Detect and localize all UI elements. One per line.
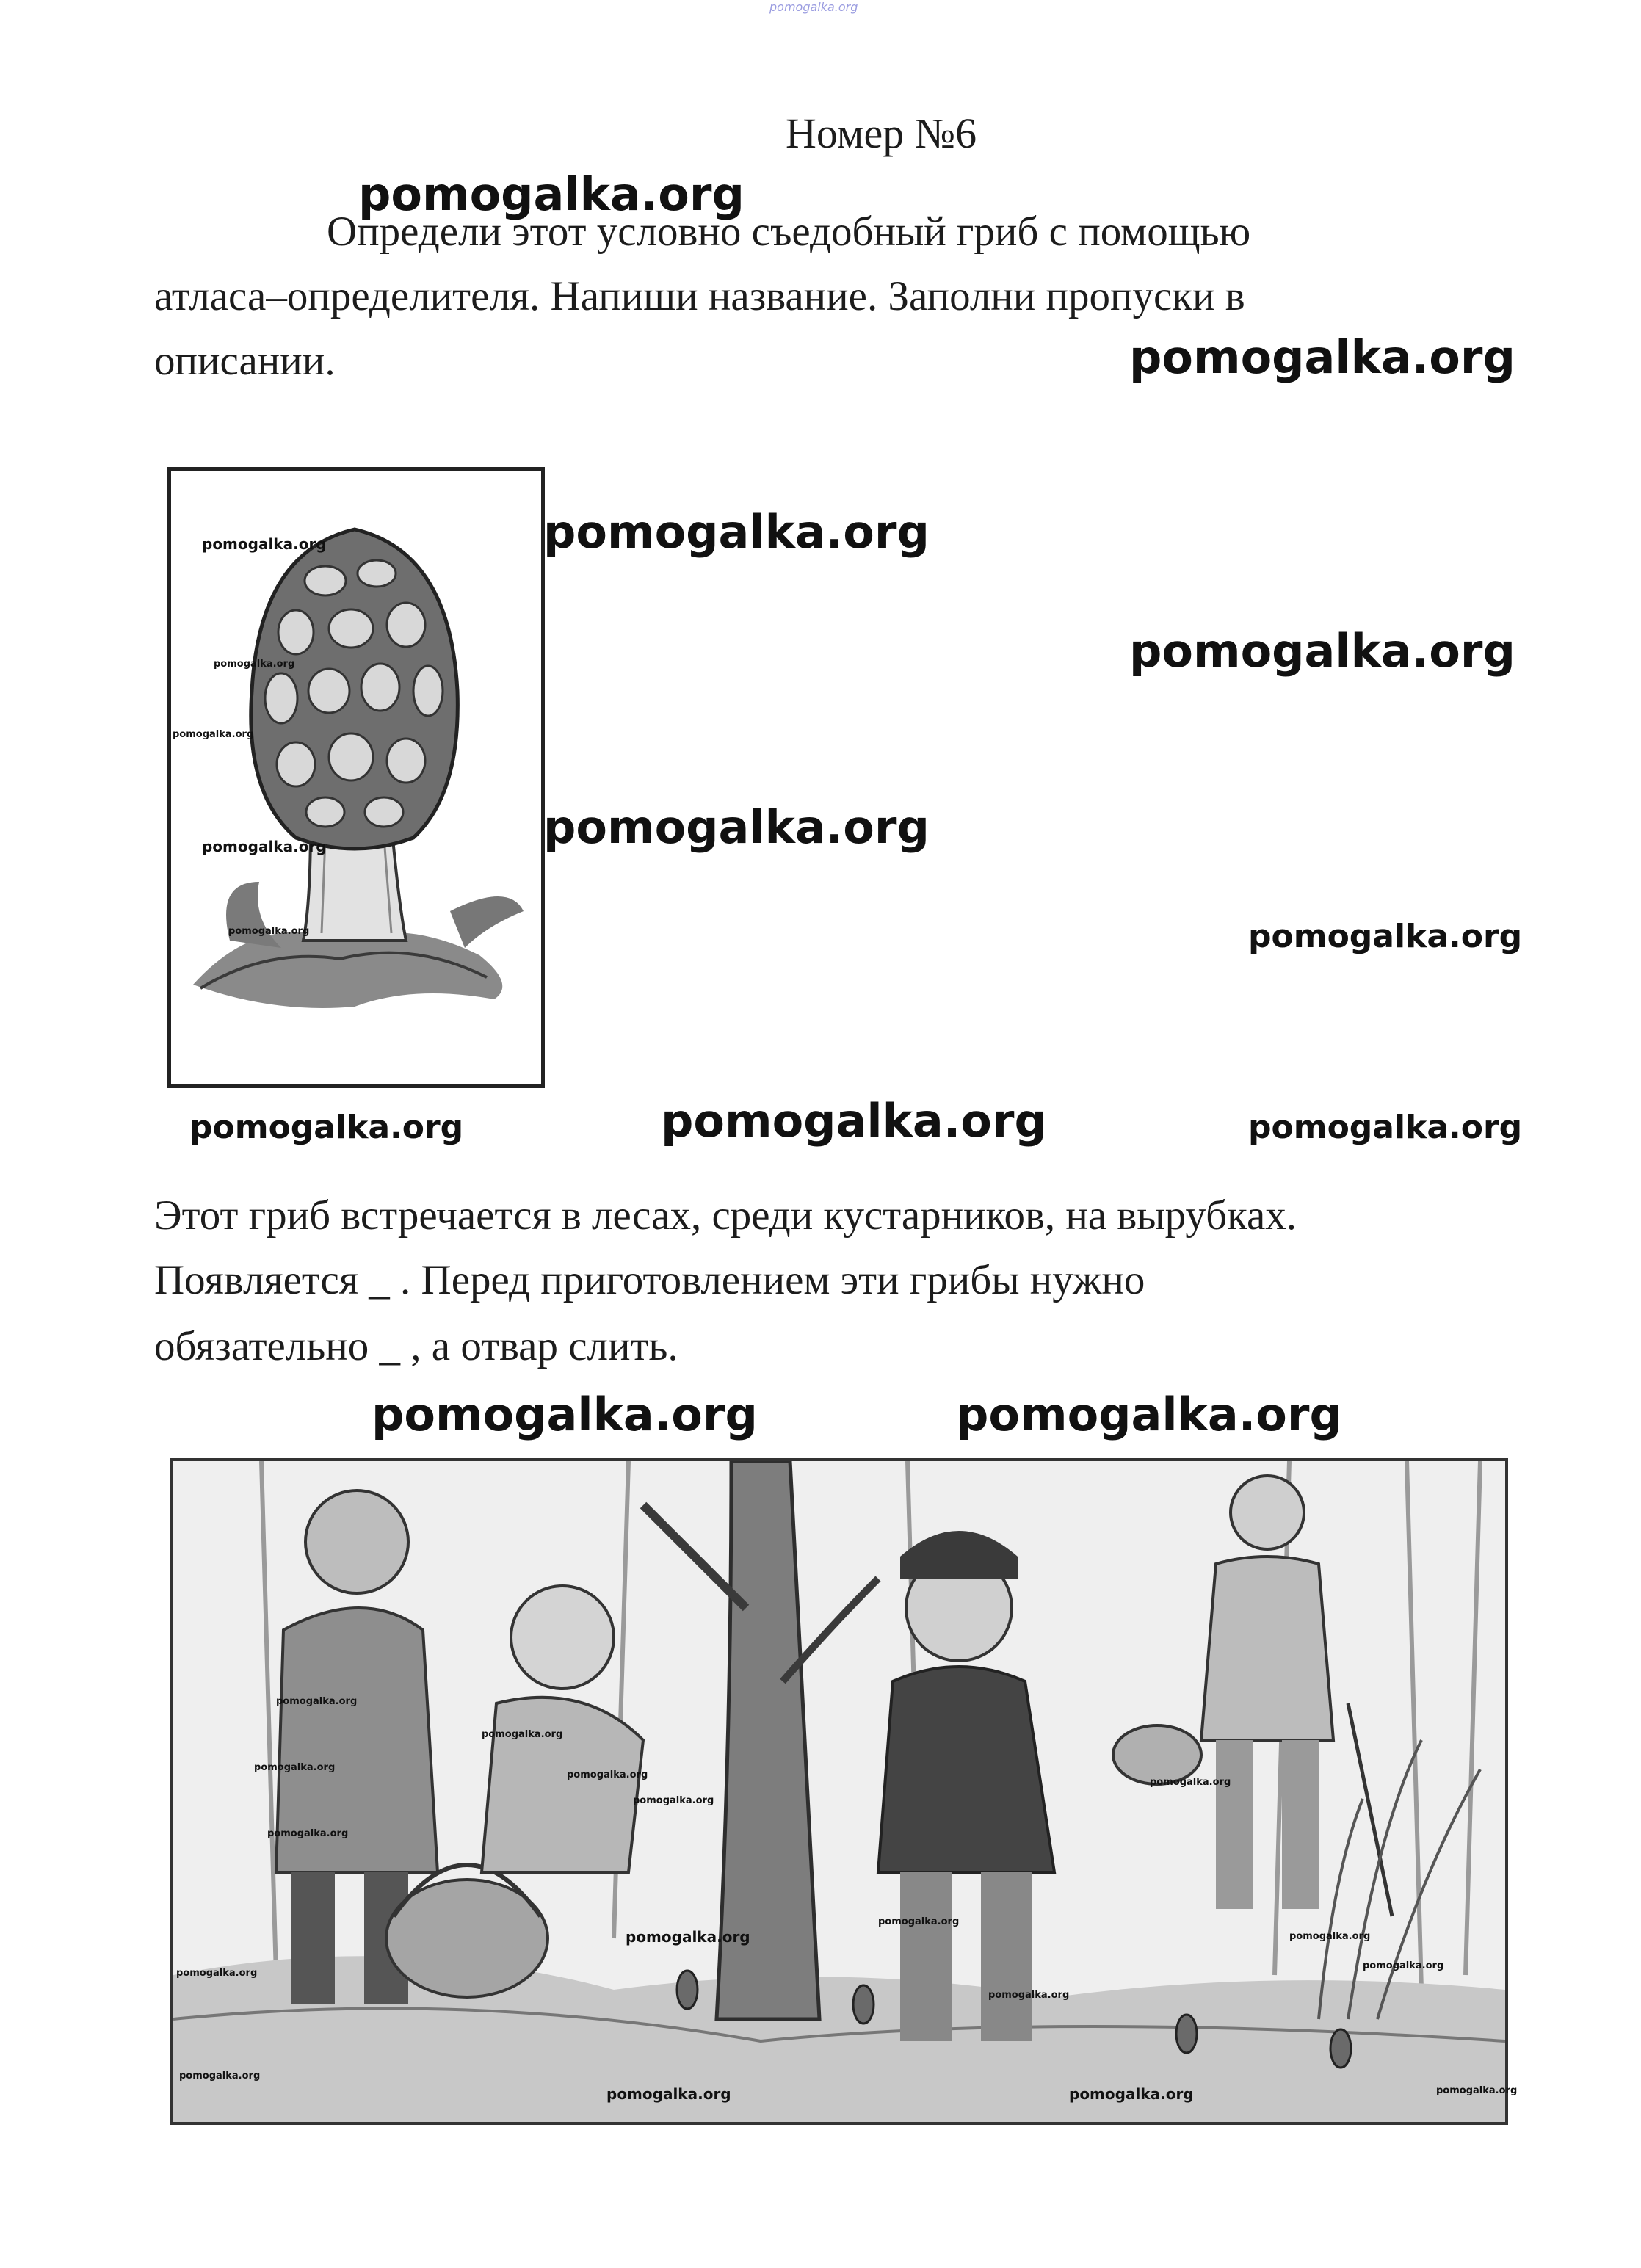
watermark: pomogalka.org: [358, 167, 745, 221]
watermark: pomogalka.org: [214, 659, 295, 670]
watermark: pomogalka.org: [626, 1928, 750, 1946]
watermark: pomogalka.org: [254, 1762, 336, 1773]
watermark: pomogalka.org: [543, 505, 930, 559]
watermark: pomogalka.org: [1363, 1960, 1444, 1971]
watermark: pomogalka.org: [176, 1968, 258, 1979]
description-line-1: Этот гриб встречается в лесах, среди кустарников, на вырубках.: [154, 1192, 1297, 1239]
morel-picture: [167, 467, 545, 1088]
watermark: pomogalka.org: [202, 838, 327, 855]
description-line-3: обязательно _ , а отвар слить.: [154, 1323, 678, 1369]
watermark: pomogalka.org: [606, 2085, 731, 2103]
watermark: pomogalka.org: [1289, 1931, 1371, 1942]
watermark: pomogalka.org: [633, 1795, 714, 1806]
page-title: Номер №6: [786, 109, 977, 157]
watermark: pomogalka.org: [1436, 2085, 1518, 2096]
description-line-2: Появляется _ . Перед приготовлением эти грибы нужно: [154, 1257, 1145, 1303]
watermark: pomogalka.org: [878, 1916, 960, 1927]
intro-line-3: описании.: [154, 338, 336, 384]
watermark: pomogalka.org: [228, 926, 310, 937]
intro-line-1: Определи этот условно съедобный гриб с помощью: [327, 209, 1251, 255]
watermark: pomogalka.org: [202, 535, 327, 553]
watermark: pomogalka.org: [567, 1769, 648, 1780]
watermark: pomogalka.org: [956, 1388, 1342, 1441]
watermark: pomogalka.org: [1248, 918, 1523, 955]
watermark: pomogalka.org: [1150, 1777, 1231, 1788]
intro-line-2: атласа–определителя. Напиши название. Заполни пропуски в: [154, 273, 1245, 319]
watermark: pomogalka.org: [1248, 1109, 1523, 1146]
morel-mushroom-icon: [171, 471, 541, 1084]
forest-picture: [170, 1458, 1518, 2125]
watermark: pomogalka.org: [372, 1388, 758, 1441]
watermark: pomogalka.org: [1129, 624, 1515, 678]
watermark: pomogalka.org: [267, 1828, 349, 1839]
watermark: pomogalka.org: [988, 1990, 1070, 2001]
watermark: pomogalka.org: [276, 1696, 358, 1707]
forest-scene-icon: [173, 1461, 1505, 2122]
watermark: pomogalka.org: [1069, 2085, 1194, 2103]
watermark: pomogalka.org: [189, 1109, 464, 1146]
watermark: pomogalka.org: [543, 800, 930, 854]
watermark: pomogalka.org: [179, 2070, 261, 2082]
watermark: pomogalka.org: [173, 729, 254, 740]
top-watermark: pomogalka.org: [769, 0, 858, 14]
watermark: pomogalka.org: [661, 1094, 1047, 1148]
watermark: pomogalka.org: [482, 1729, 563, 1740]
watermark: pomogalka.org: [1129, 330, 1515, 384]
